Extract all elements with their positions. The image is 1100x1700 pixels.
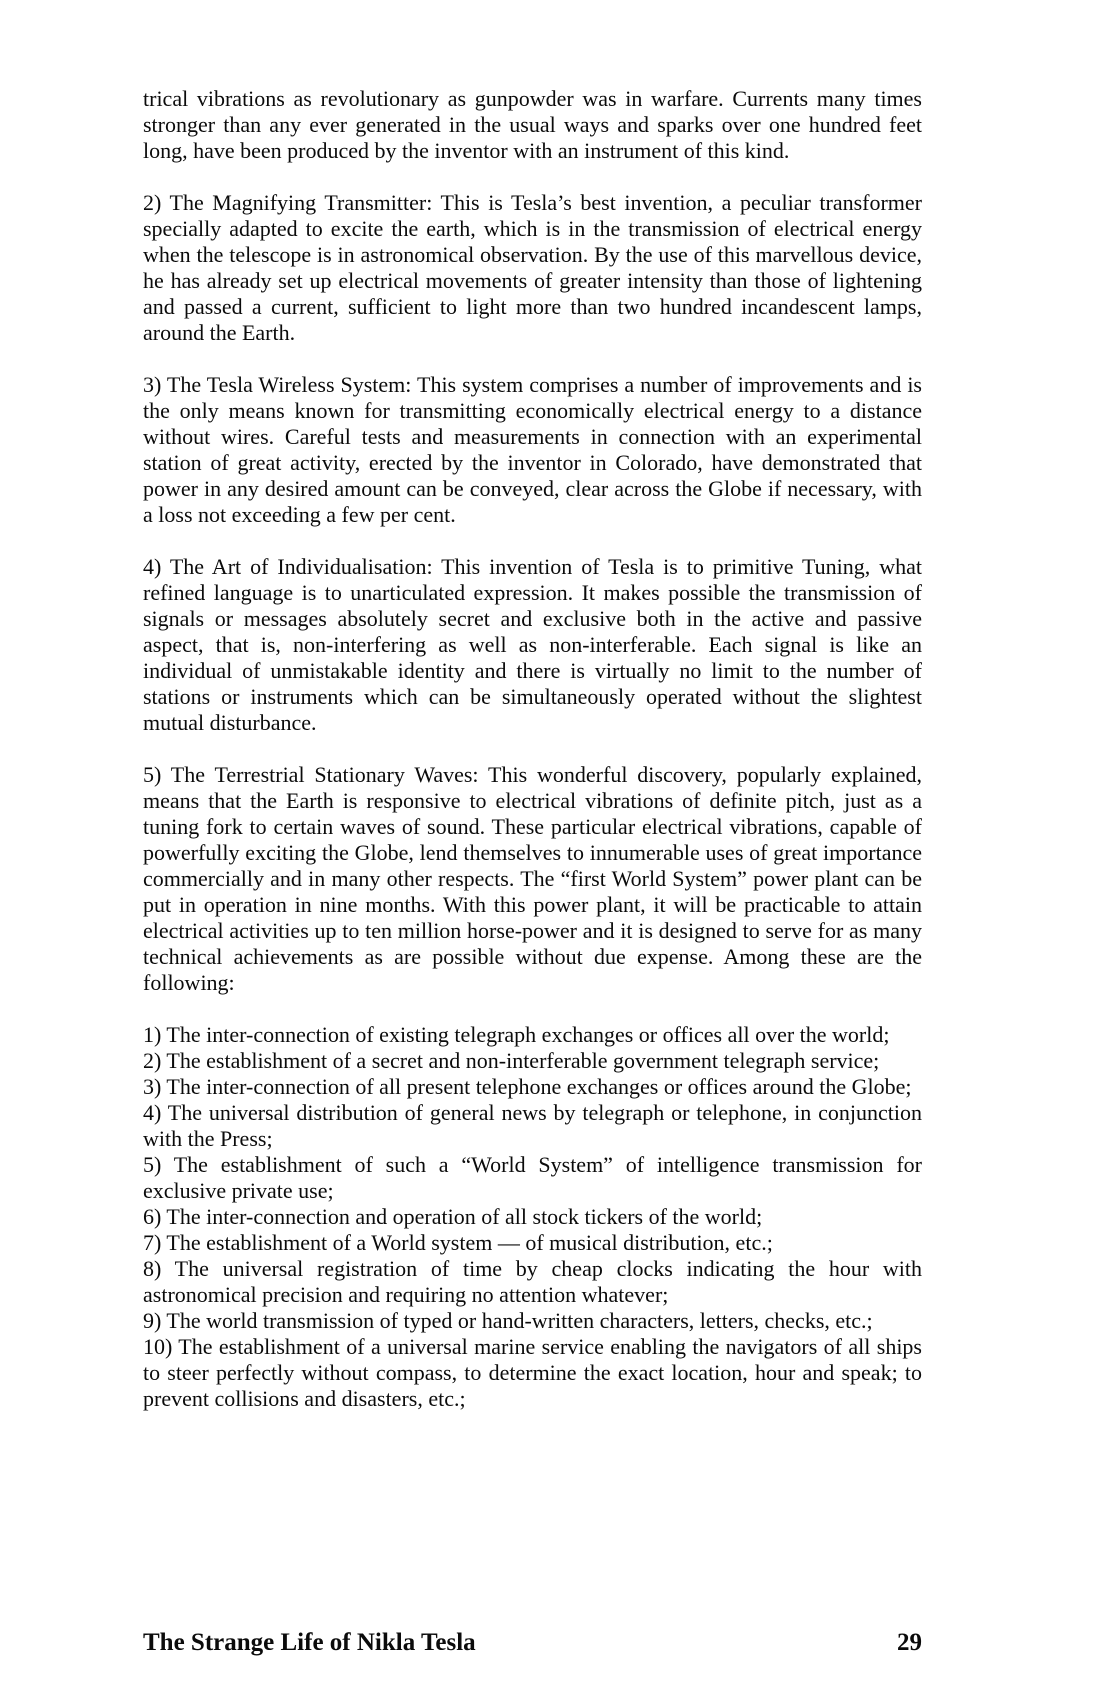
list-item: 7) The establishment of a World system — of musical distribution, etc.; [143,1230,773,1255]
paragraph: 4) The Art of Individualisation: This invention of Tesla is to primitive Tuning, what refined language is to unarticulated expression. It makes possible the transmission of signals or messages absolutely secret and exclusive both in the active and passive aspect, that is, non-interfering as well as non-interferable. Each signal is like an individual of unmistakable identity and there is virtually no limit to the number of stations or instruments which can be simultaneously operated without the slightest mutual disturbance. [143,554,922,735]
numbered-list [143,1022,922,1412]
list-item: 1) The inter-connection of existing telegraph exchanges or offices all over the world; [143,1022,890,1047]
footer-page-number: 29 [897,1629,922,1656]
paragraph: 5) The Terrestrial Stationary Waves: This wonderful discovery, popularly explained, means that the Earth is responsive to electrical vibrations of definite pitch, just as a tuning fork to certain waves of sound. These particular electrical vibrations, capable of powerfully exciting the Globe, lend themselves to innumerable uses of great importance commercially and in many other respects. The “first World System” power plant can be put in operation in nine months. With this power plant, it will be practicable to attain electrical activities up to ten million horse-power and it is designed to serve for as many technical achievements as are possible without due expense. Among these are the following: [143,762,922,995]
list-item: 5) The establishment of such a “World System” of intelligence transmission for exclusive private use; [143,1152,922,1203]
list-item: 2) The establishment of a secret and non-interferable government telegraph service; [143,1048,880,1073]
list-item: 10) The establishment of a universal marine service enabling the navigators of all ships to steer perfectly without compass, to determine the exact location, hour and speak; to prevent collisions and disasters, etc.; [143,1334,922,1411]
list-item: 8) The universal registration of time by cheap clocks indicating the hour with astronomical precision and requiring no attention whatever; [143,1256,922,1307]
page-body-text [143,86,922,1412]
paragraph: trical vibrations as revolutionary as gunpowder was in warfare. Currents many times stronger than any ever generated in the usual ways and sparks over one hundred feet long, have been produced by the inventor with an instrument of this kind. [143,86,922,163]
list-item: 4) The universal distribution of general news by telegraph or telephone, in conjunction with the Press; [143,1100,922,1151]
paragraph: 3) The Tesla Wireless System: This system comprises a number of improvements and is the only means known for transmitting economically electrical energy to a distance without wires. Careful tests and measurements in connection with an experimental station of great activity, erected by the inventor in Colorado, have demonstrated that power in any desired amount can be conveyed, clear across the Globe if necessary, with a loss not exceeding a few per cent. [143,372,922,527]
paragraph: 2) The Magnifying Transmitter: This is Tesla’s best invention, a peculiar transformer specially adapted to excite the earth, which is in the transmission of electrical energy when the telescope is in astronomical observation. By the use of this marvellous device, he has already set up electrical movements of greater intensity than those of lightening and passed a current, sufficient to light more than two hundred incandescent lamps, around the Earth. [143,190,922,345]
list-item: 3) The inter-connection of all present telephone exchanges or offices around the Globe; [143,1074,912,1099]
page-footer [143,1628,922,1658]
footer-book-title: The Strange Life of Nikla Tesla [143,1629,476,1656]
list-item: 6) The inter-connection and operation of all stock tickers of the world; [143,1204,763,1229]
list-item: 9) The world transmission of typed or hand-written characters, letters, checks, etc.; [143,1308,873,1333]
